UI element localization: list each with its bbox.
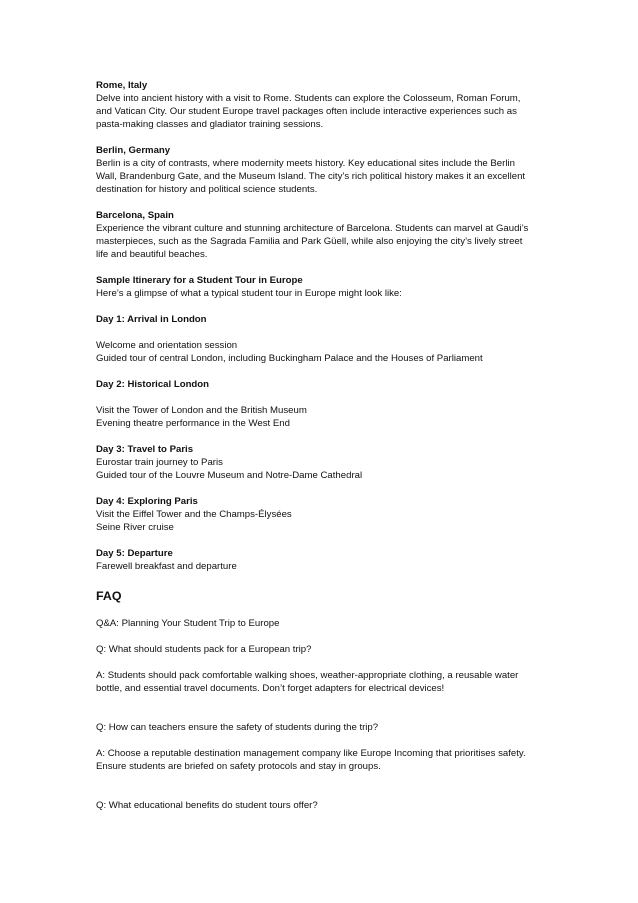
- faq-answer-line: A: Choose a reputable destination management company like Europe Incoming that prioritises safety.: [96, 748, 526, 759]
- faq-question: Q: What educational benefits do student tours offer?: [96, 800, 318, 811]
- itinerary-item: Welcome and orientation session: [96, 340, 238, 351]
- text-line: life and beautiful beaches.: [96, 249, 208, 260]
- itinerary-item: Guided tour of central London, including Buckingham Palace and the Houses of Parliament: [96, 353, 483, 364]
- section-heading: Rome, Italy: [96, 80, 148, 91]
- faq-answer-line: Ensure students are briefed on safety protocols and stay in groups.: [96, 761, 381, 772]
- text-line: and Vatican City. Our student Europe travel packages often include interactive experiences such as: [96, 106, 517, 117]
- itinerary-intro: Here’s a glimpse of what a typical student tour in Europe might look like:: [96, 288, 402, 299]
- itinerary-item: Evening theatre performance in the West End: [96, 418, 290, 429]
- text-line: destination for history and political science students.: [96, 184, 318, 195]
- itinerary-item: Eurostar train journey to Paris: [96, 457, 223, 468]
- itinerary-item: Guided tour of the Louvre Museum and Notre-Dame Cathedral: [96, 470, 363, 481]
- day-title: Day 3: Travel to Paris: [96, 444, 194, 455]
- day-title: Day 4: Exploring Paris: [96, 496, 198, 507]
- faq-question: Q: How can teachers ensure the safety of students during the trip?: [96, 722, 379, 733]
- faq-intro: Q&A: Planning Your Student Trip to Europe: [96, 618, 280, 629]
- section-rome: [96, 79, 546, 131]
- document-page: [96, 79, 546, 812]
- text-line: Berlin is a city of contrasts, where modernity meets history. Key educational sites include the Berlin: [96, 158, 515, 169]
- text-line: Wall, Brandenburg Gate, and the Museum Island. The city’s rich political history makes it an excellent: [96, 171, 526, 182]
- itinerary-item: Visit the Tower of London and the British Museum: [96, 405, 307, 416]
- faq-question: Q: What should students pack for a European trip?: [96, 644, 312, 655]
- text-line: pasta-making classes and gladiator training sessions.: [96, 119, 324, 130]
- section-itinerary: [96, 274, 546, 300]
- faq-answer-line: bottle, and essential travel documents. Don’t forget adapters for electrical devices!: [96, 683, 445, 694]
- faq-answer-line: A: Students should pack comfortable walking shoes, weather-appropriate clothing, a reusable water: [96, 670, 519, 681]
- day-title: Day 5: Departure: [96, 548, 173, 559]
- itinerary-item: Seine River cruise: [96, 522, 174, 533]
- text-line: masterpieces, such as the Sagrada Familia and Park Güell, while also enjoying the city’s lively street: [96, 236, 523, 247]
- itinerary-item: Visit the Eiffel Tower and the Champs-Élysées: [96, 509, 292, 520]
- section-heading: Barcelona, Spain: [96, 210, 174, 221]
- text-line: Experience the vibrant culture and stunning architecture of Barcelona. Students can marvel at Gaudi’s: [96, 223, 529, 234]
- section-heading: Berlin, Germany: [96, 145, 171, 156]
- section-barcelona: [96, 209, 546, 261]
- itinerary-item: Farewell breakfast and departure: [96, 561, 237, 572]
- day-title: Day 2: Historical London: [96, 379, 210, 390]
- day-title: Day 1: Arrival in London: [96, 314, 207, 325]
- section-berlin: [96, 144, 546, 196]
- faq-heading: FAQ: [96, 589, 122, 603]
- text-line: Delve into ancient history with a visit to Rome. Students can explore the Colosseum, Roman Forum,: [96, 93, 521, 104]
- section-heading: Sample Itinerary for a Student Tour in Europe: [96, 275, 303, 286]
